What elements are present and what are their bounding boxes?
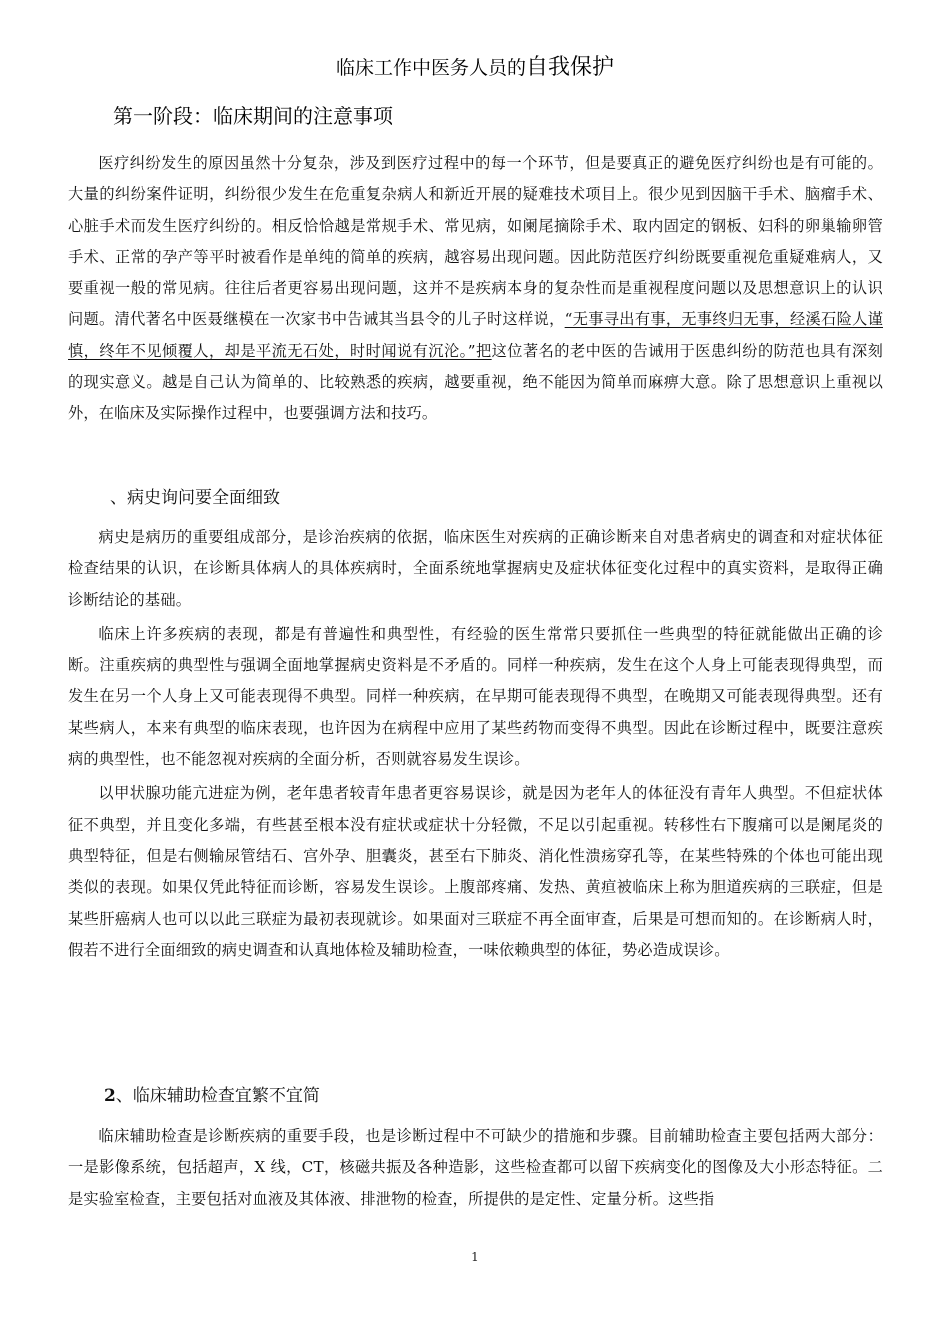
section2-body xyxy=(68,1121,883,1215)
intro-section xyxy=(68,148,883,430)
intro-text-after-quote: 这位著名的老中医的告诫用于医患纠纷的防范也具有深刻的现实意义。越是自己认为简单的、比较熟悉的疾病，越要重视，绝不能因为简单而麻痹大意。除了思想意识上重视以外，在临床及实际操作过程中，也要强调方法和技巧。 xyxy=(68,341,884,423)
section1-body xyxy=(68,522,883,966)
section2-heading xyxy=(104,1080,320,1112)
intro-quote: “无事寻出有事，无事终归无事，经溪石险人谨慎，终年不见倾覆人，却是平流无石处，时时闻说有沉沦。”把 xyxy=(68,310,883,360)
section1-paragraph: 临床上许多疾病的表现，都是有普遍性和典型性，有经验的医生常常只要抓住一些典型的特征就能做出正确的诊断。注重疾病的典型性与强调全面地掌握病史资料是不矛盾的。同样一种疾病，发生在这个人身上可能表现得典型，而发生在另一个人身上又可能表现得不典型。同样一种疾病，在早期可能表现得不典型，在晚期又可能表现得典型。还有某些病人，本来有典型的临床表现，也许因为在病程中应用了某些药物而变得不典型。因此在诊断过程中，既要注意疾病的典型性，也不能忽视对疾病的全面分析，否则就容易发生误诊。 xyxy=(68,624,883,769)
section1-heading: 、病史询问要全面细致 xyxy=(110,488,280,508)
section1-paragraph: 以甲状腺功能亢进症为例，老年患者较青年患者更容易误诊，就是因为老年人的体征没有青年人典型。不但症状体征不典型，并且变化多端，有些甚至根本没有症状或症状十分轻微，不足以引起重视。转移性右下腹痛可以是阑尾炎的典型特征，但是右侧输尿管结石、宫外孕、胆囊炎，甚至右下肺炎、消化性溃疡穿孔等，在某些特殊的个体也可能出现类似的表现。如果仅凭此特征而诊断，容易发生误诊。上腹部疼痛、发热、黄疸被临床上称为胆道疾病的三联症，但是某些肝癌病人也可以以此三联症为最初表现就诊。如果面对三联症不再全面审查，后果是可想而知的。在诊断病人时，假若不进行全面细致的病史调查和认真地体检及辅助检查，一味依赖典型的体征，势必造成误诊。 xyxy=(68,784,883,959)
section2-number: 2 xyxy=(104,1086,116,1106)
section2-paragraph: 临床辅助检查是诊断疾病的重要手段，也是诊断过程中不可缺少的措施和步骤。目前辅助检查主要包括两大部分：一是影像系统，包括超声，X 线，CT，核磁共振及各种造影，这些检查都可以留下疾病变化的图像及大小形态特征。二是实验室检查，主要包括对血液及其体液、排泄物的检查，所提供的是定性、定量分析。这些指 xyxy=(68,1127,883,1208)
stage-heading: 第一阶段：临床期间的注意事项 xyxy=(113,104,393,128)
intro-text-before-quote: 医疗纠纷发生的原因虽然十分复杂，涉及到医疗过程中的每一个环节，但是要真正的避免医疗纠纷也是有可能的。大量的纠纷案件证明，纠纷很少发生在危重复杂病人和新近开展的疑难技术项目上。很少见到因脑干手术、脑瘤手术、心脏手术而发生医疗纠纷的。相反恰恰越是常规手术、常见病，如阑尾摘除手术、取内固定的钢板、妇科的卵巢输卵管手术、正常的孕产等平时被看作是单纯的简单的疾病，越容易出现问题。因此防范医疗纠纷既要重视危重疑难病人，又要重视一般的常见病。往往后者更容易出现问题，这并不是疾病本身的复杂性而是重视程度问题以及思想意识上的认识问题。清代著名中医聂继模在一次家书中告诫其当县令的儿子时这样说， xyxy=(68,154,883,329)
title-emphasis: 自我保护 xyxy=(526,55,615,80)
page-number: 1 xyxy=(471,1250,479,1264)
section1-paragraph: 病史是病历的重要组成部分，是诊治疾病的依据，临床医生对疾病的正确诊断来自对患者病史的调查和对症状体征检查结果的认识，在诊断具体病人的具体疾病时，全面系统地掌握病史及症状体征变化过程中的真实资料，是取得正确诊断结论的基础。 xyxy=(68,528,883,609)
section2-title: 、临床辅助检查宜繁不宜简 xyxy=(115,1086,320,1106)
title-main: 临床工作中医务人员的 xyxy=(335,57,526,79)
intro-paragraph xyxy=(68,148,883,430)
document-title xyxy=(0,50,950,81)
